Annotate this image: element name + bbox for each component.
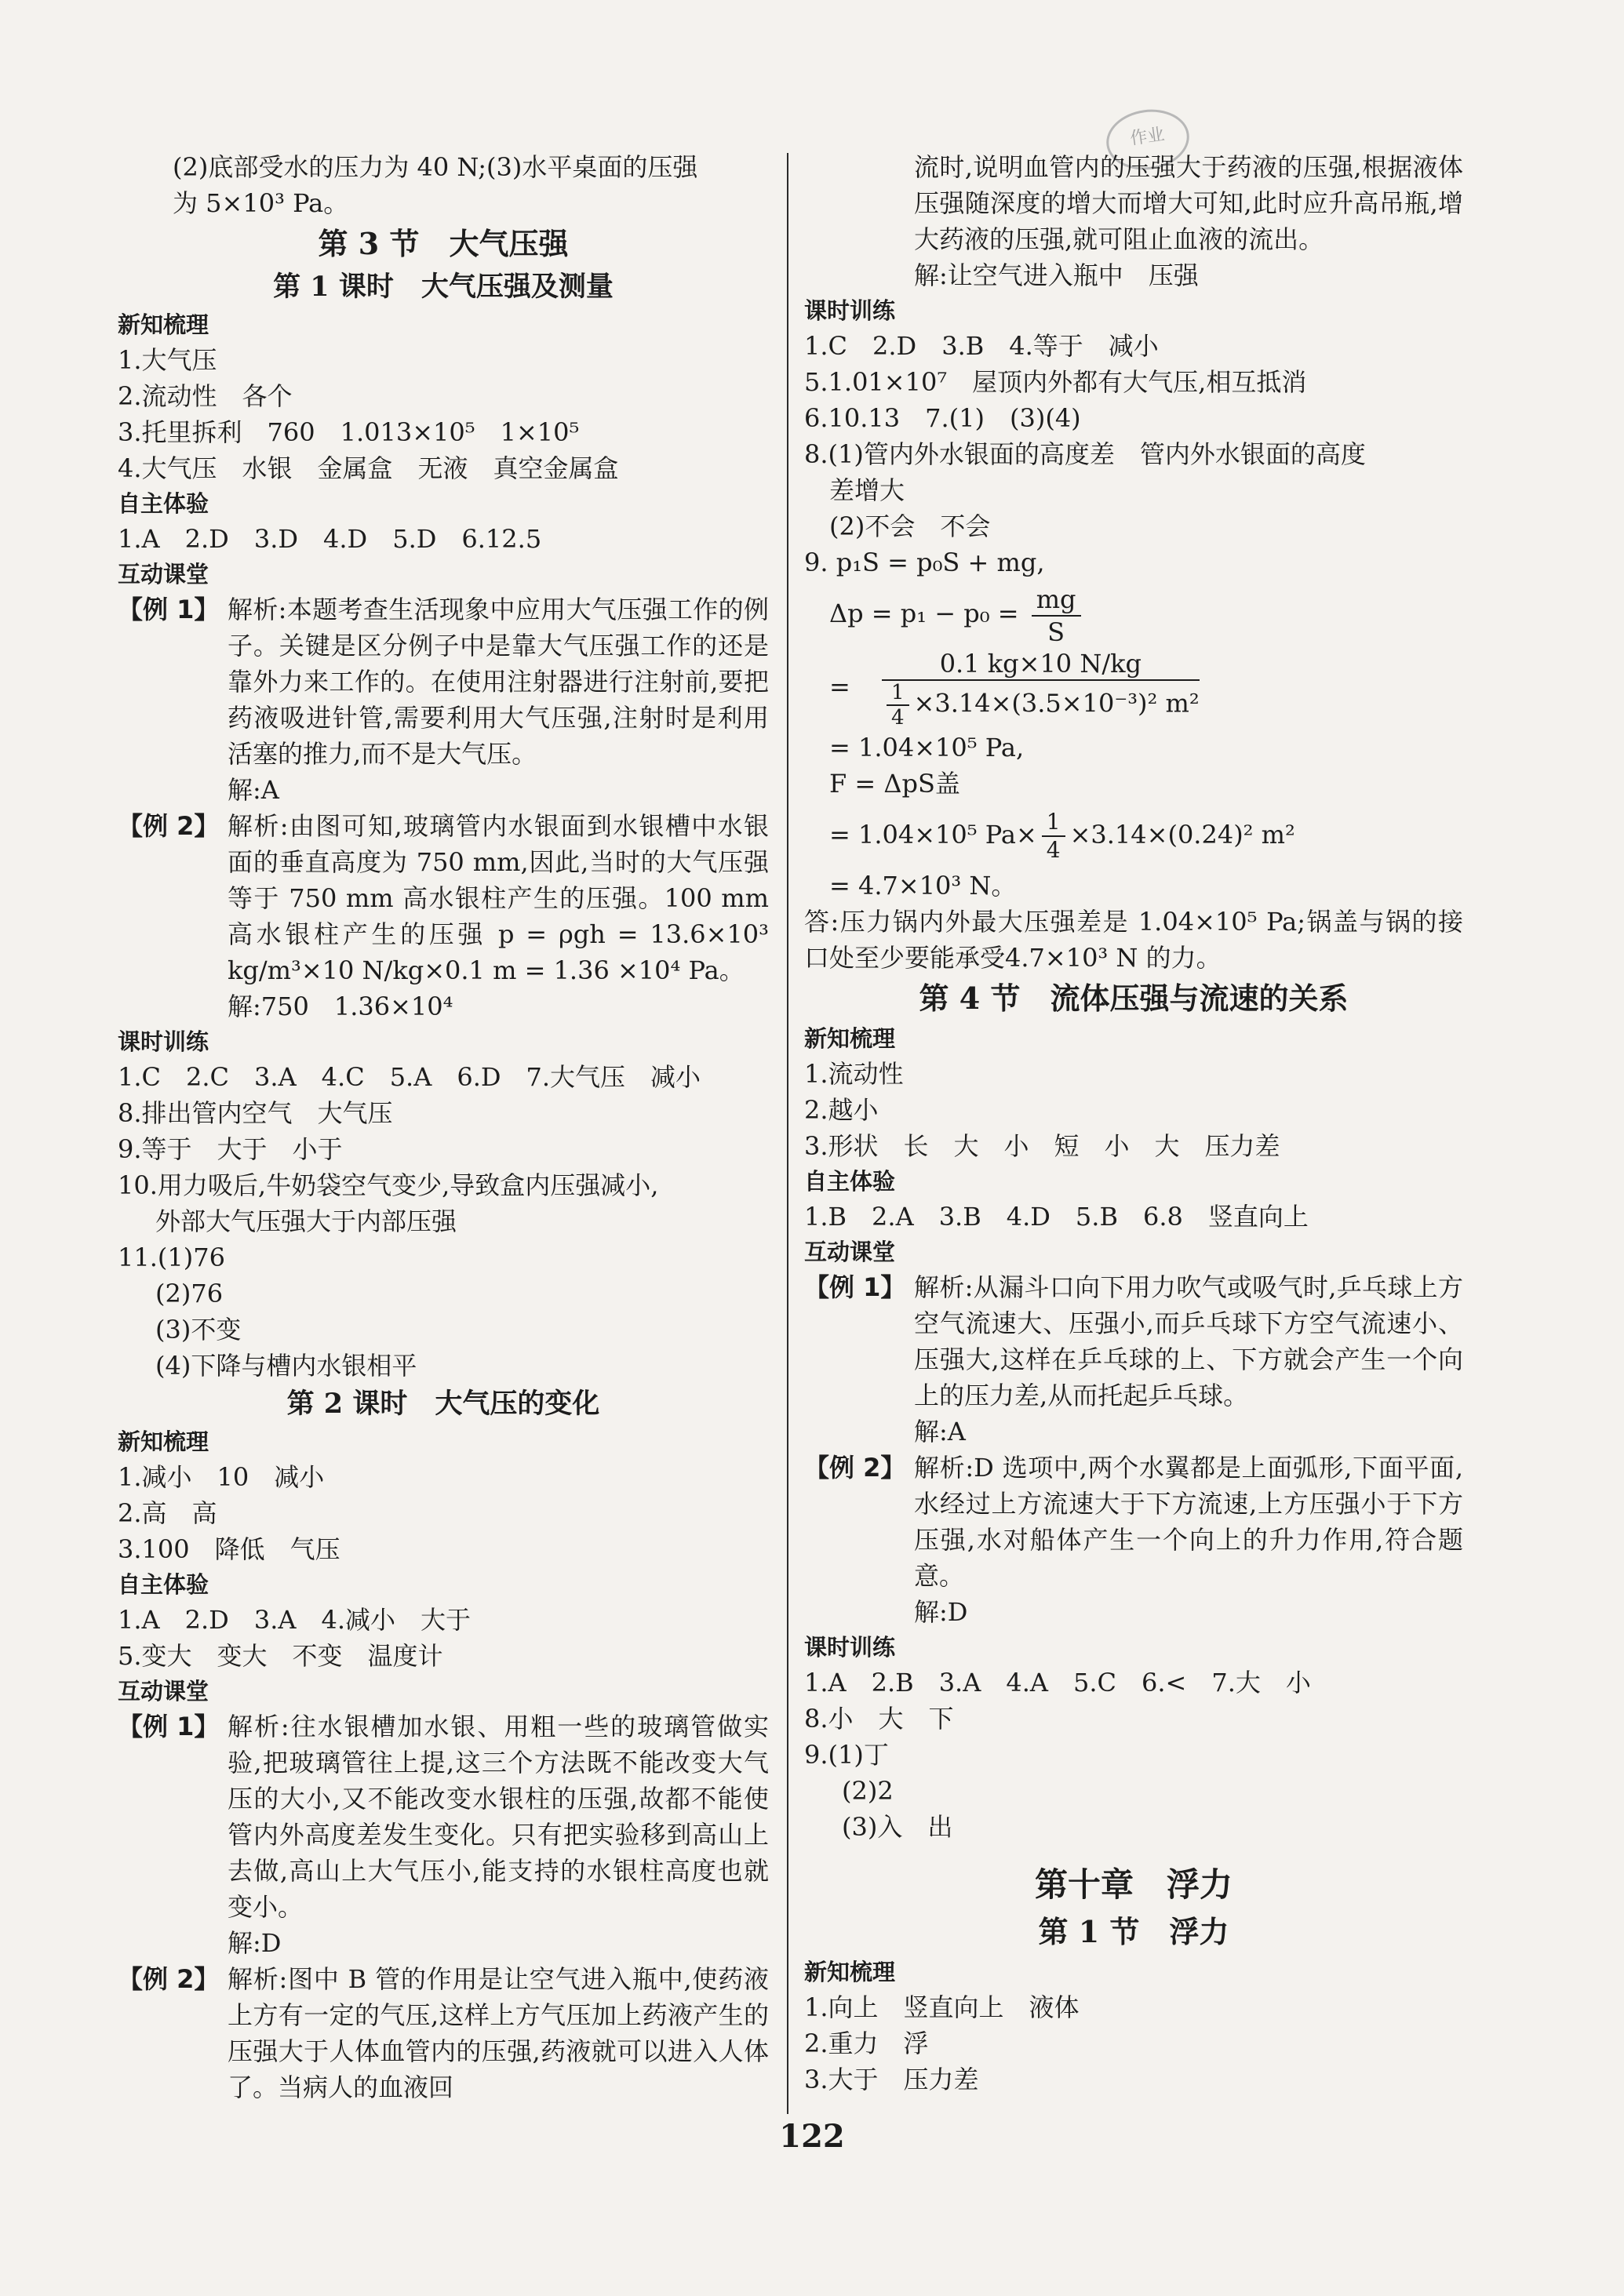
- example-text: 解析:本题考查生活现象中应用大气压强工作的例子。关键是区分例子中是靠大气压强工作的还是靠外力来工作的。在使用注射器进行注射前,要把药液吸进针管,需要利用大气压强,注射时是利用活塞的推力,而不是大气压。: [228, 595, 769, 769]
- subheading: 互动课堂: [118, 561, 209, 588]
- answer-line: 5.变大 变大 不变 温度计: [118, 1641, 443, 1671]
- answer-line: 1.B 2.A 3.B 4.D 5.B 6.8 竖直向上: [804, 1201, 1309, 1232]
- answer-line: (3)不变: [155, 1315, 242, 1344]
- example-solution: 解:D: [914, 1596, 968, 1627]
- subheading: 自主体验: [118, 490, 209, 517]
- lesson-title: 第 2 课时 大气压的变化: [286, 1388, 600, 1420]
- answer-line: 4.大气压 水银 金属盒 无液 真空金属盒: [118, 453, 619, 483]
- subheading: 新知梳理: [804, 1958, 896, 1985]
- subheading: 互动课堂: [804, 1238, 896, 1265]
- answer-line: 差增大: [829, 475, 905, 505]
- answer-line: 2.高 高: [118, 1498, 217, 1528]
- answer-line: 5.1.01×10⁷ 屋顶内外都有大气压,相互抵消: [804, 367, 1307, 397]
- fraction: [887, 681, 909, 730]
- answer-line: (2)2: [842, 1775, 894, 1806]
- answer-line: 1.C 2.D 3.B 4.等于 减小: [804, 331, 1159, 361]
- continued-text: 流时,说明血管内的压强大于药液的压强,根据液体压强随深度的增大而增大可知,此时应升高吊瓶,增大药液的压强,就可阻止血液的流出。: [914, 152, 1463, 254]
- example-block: [118, 1961, 769, 2105]
- answer-line: 1.流动性: [804, 1058, 904, 1089]
- lesson-title: 第 1 课时 大气压强及测量: [273, 271, 614, 303]
- example-tag: 【例 1】: [804, 1272, 906, 1302]
- answer-line: 3.托里拆利 760 1.013×10⁵ 1×10⁵: [118, 417, 580, 447]
- calc-part: = 1.04×10⁵ Pa×: [829, 819, 1037, 850]
- column-divider: [787, 153, 788, 2114]
- answer-line: 1.A 2.B 3.A 4.A 5.C 6.< 7.大 小: [804, 1667, 1311, 1697]
- calc-line: F = ΔpS盖: [829, 768, 960, 799]
- answer-line: (4)下降与槽内水银相平: [155, 1351, 417, 1381]
- subheading: 课时训练: [804, 297, 896, 324]
- answer-line: 3.形状 长 大 小 短 小 大 压力差: [804, 1130, 1280, 1161]
- fraction-numerator: 1: [1042, 809, 1065, 837]
- example-block: [118, 591, 769, 772]
- example-block: [118, 1708, 769, 1925]
- answer-line: 1.A 2.D 3.A 4.减小 大于: [118, 1605, 472, 1635]
- answer-line: (2)76: [155, 1279, 224, 1308]
- example-tag: 【例 2】: [118, 811, 220, 841]
- fraction-numerator: 1: [887, 681, 909, 706]
- calc-line: [804, 802, 1463, 868]
- answer-line: 8.小 大 下: [804, 1703, 954, 1734]
- answer-line: 2.越小: [804, 1094, 879, 1125]
- answer-line: 8.排出管内空气 大气压: [118, 1098, 393, 1128]
- answer-line: 8.(1)管内外水银面的高度差 管内外水银面的高度: [804, 439, 1366, 469]
- answer-line: 1.C 2.C 3.A 4.C 5.A 6.D 7.大气压 减小: [118, 1062, 701, 1092]
- section-title: 第 4 节 流体压强与流速的关系: [919, 980, 1349, 1016]
- fraction-denominator: 4: [890, 705, 905, 730]
- text-line: (2)底部受水的压力为 40 N;(3)水平桌面的压强: [173, 152, 698, 182]
- example-block: [804, 1269, 1463, 1414]
- example-block: [804, 1450, 1463, 1594]
- fraction: [1032, 584, 1081, 648]
- example-text: 解析:由图可知,玻璃管内水银面到水银槽中水银面的垂直高度为 750 mm,因此,当时的大气压强等于 750 mm 高水银柱产生的压强。100 mm 高水银柱产生的压强 p = ρgh = 13.6×10³ kg/m³×10 N/kg×0.1 m = 1.36 ×10⁴ Pa。: [228, 811, 769, 985]
- example-tag: 【例 2】: [118, 1964, 220, 1994]
- answer-line: (2)不会 不会: [829, 511, 991, 541]
- subheading: 互动课堂: [118, 1678, 209, 1705]
- fraction-denominator: [882, 681, 1200, 730]
- example-solution: 解:让空气进入瓶中 压强: [914, 260, 1199, 290]
- answer-line: (3)入 出: [842, 1811, 953, 1842]
- subheading: 课时训练: [804, 1633, 896, 1661]
- example-text: 解析:D 选项中,两个水翼都是上面弧形,下面平面,水经过上方流速大于下方流速,上方压强小于下方压强,水对船体产生一个向上的升力作用,符合题意。: [914, 1452, 1463, 1591]
- answer-line: 11.(1)76: [118, 1243, 225, 1272]
- answer-line: 6.10.13 7.(1) (3)(4): [804, 403, 1081, 433]
- text-line: 为 5×10³ Pa。: [173, 188, 349, 218]
- answer-line: 2.重力 浮: [804, 2028, 929, 2058]
- page-number: 122: [779, 2118, 845, 2155]
- subheading: 自主体验: [804, 1167, 896, 1195]
- example-text: 解析:往水银槽加水银、用粗一些的玻璃管做实验,把玻璃管往上提,这三个方法既不能改变大气压的大小,又不能改变水银柱的压强,故都不能使管内外高度差发生变化。只有把实验移到高山上去做,高山上大气压小,能支持的水银柱高度也就变小。: [228, 1712, 769, 1922]
- example-text: 解析:图中 B 管的作用是让空气进入瓶中,使药液上方有一定的气压,这样上方气压加上药液产生的压强大于人体血管内的压强,药液就可以进入人体了。当病人的血液回: [228, 1964, 769, 2102]
- answer-line: 10.用力吸后,牛奶袋空气变少,导致盒内压强减小,: [118, 1170, 659, 1200]
- fraction: [1042, 809, 1065, 864]
- example-tag: 【例 2】: [804, 1452, 906, 1483]
- subheading: 新知梳理: [118, 1428, 209, 1455]
- example-solution: 解:A: [914, 1416, 966, 1446]
- calc-line: = 4.7×10³ N。: [829, 870, 1017, 901]
- example-solution: 解:A: [228, 775, 279, 805]
- section-title: 第 1 节 浮力: [1038, 1913, 1229, 1949]
- answer-line: 9.等于 大于 小于: [118, 1134, 343, 1164]
- answer-text: 答:压力锅内外最大压强差是 1.04×10⁵ Pa;锅盖与锅的接口处至少要能承受4.7×10³ N 的力。: [804, 906, 1463, 973]
- subheading: 课时训练: [118, 1028, 209, 1055]
- homework-stamp: 作业: [1102, 104, 1193, 175]
- answer-line: 3.100 降低 气压: [118, 1534, 340, 1564]
- equals-sign: =: [829, 671, 850, 701]
- answer-line: 3.大于 压力差: [804, 2064, 979, 2094]
- answer-line: 1.大气压: [118, 345, 217, 375]
- example-solution: 解:D: [228, 1928, 282, 1958]
- calc-line: 9. p₁S = p₀S + mg,: [804, 548, 1045, 577]
- calc-part: ×3.14×(0.24)² m²: [1069, 819, 1295, 850]
- fraction: [882, 648, 1200, 730]
- subheading: 新知梳理: [118, 311, 209, 338]
- fraction-denominator: S: [1047, 617, 1065, 647]
- example-block: [118, 808, 769, 988]
- answer-line: 外部大气压强大于内部压强: [155, 1206, 457, 1236]
- fraction-numerator: mg: [1032, 584, 1081, 617]
- left-column: [118, 149, 769, 2105]
- answer-line: 1.向上 竖直向上 液体: [804, 1992, 1080, 2022]
- example-tag: 【例 1】: [118, 1712, 220, 1741]
- calc-lhs: Δp = p₁ − p₀ =: [829, 599, 1019, 628]
- subheading: 自主体验: [118, 1571, 209, 1598]
- calc-line: [804, 648, 1463, 730]
- chapter-title: 第十章 浮力: [1034, 1865, 1233, 1904]
- calc-line: [804, 580, 1463, 648]
- denominator-text: ×3.14×(3.5×10⁻³)² m²: [913, 688, 1200, 718]
- right-column: [804, 149, 1463, 2098]
- calc-line: = 1.04×10⁵ Pa,: [829, 732, 1025, 762]
- answer-line: 1.减小 10 减小: [118, 1462, 325, 1492]
- example-text: 解析:从漏斗口向下用力吹气或吸气时,乒乓球上方空气流速大、压强小,而乒乓球下方空气流速小、压强大,这样在乒乓球的上、下方就会产生一个向上的压力差,从而托起乒乓球。: [914, 1272, 1463, 1410]
- answer-line: 9.(1)丁: [804, 1739, 889, 1770]
- answer-line: 2.流动性 各个: [118, 381, 293, 411]
- example-solution: 解:750 1.36×10⁴: [228, 992, 453, 1021]
- example-tag: 【例 1】: [118, 595, 220, 624]
- section-title: 第 3 节 大气压强: [318, 226, 569, 261]
- answer-line: 1.A 2.D 3.D 4.D 5.D 6.12.5: [118, 524, 542, 554]
- subheading: 新知梳理: [804, 1024, 896, 1052]
- fraction-numerator: 0.1 kg×10 N/kg: [882, 648, 1200, 681]
- fraction-denominator: 4: [1046, 837, 1061, 863]
